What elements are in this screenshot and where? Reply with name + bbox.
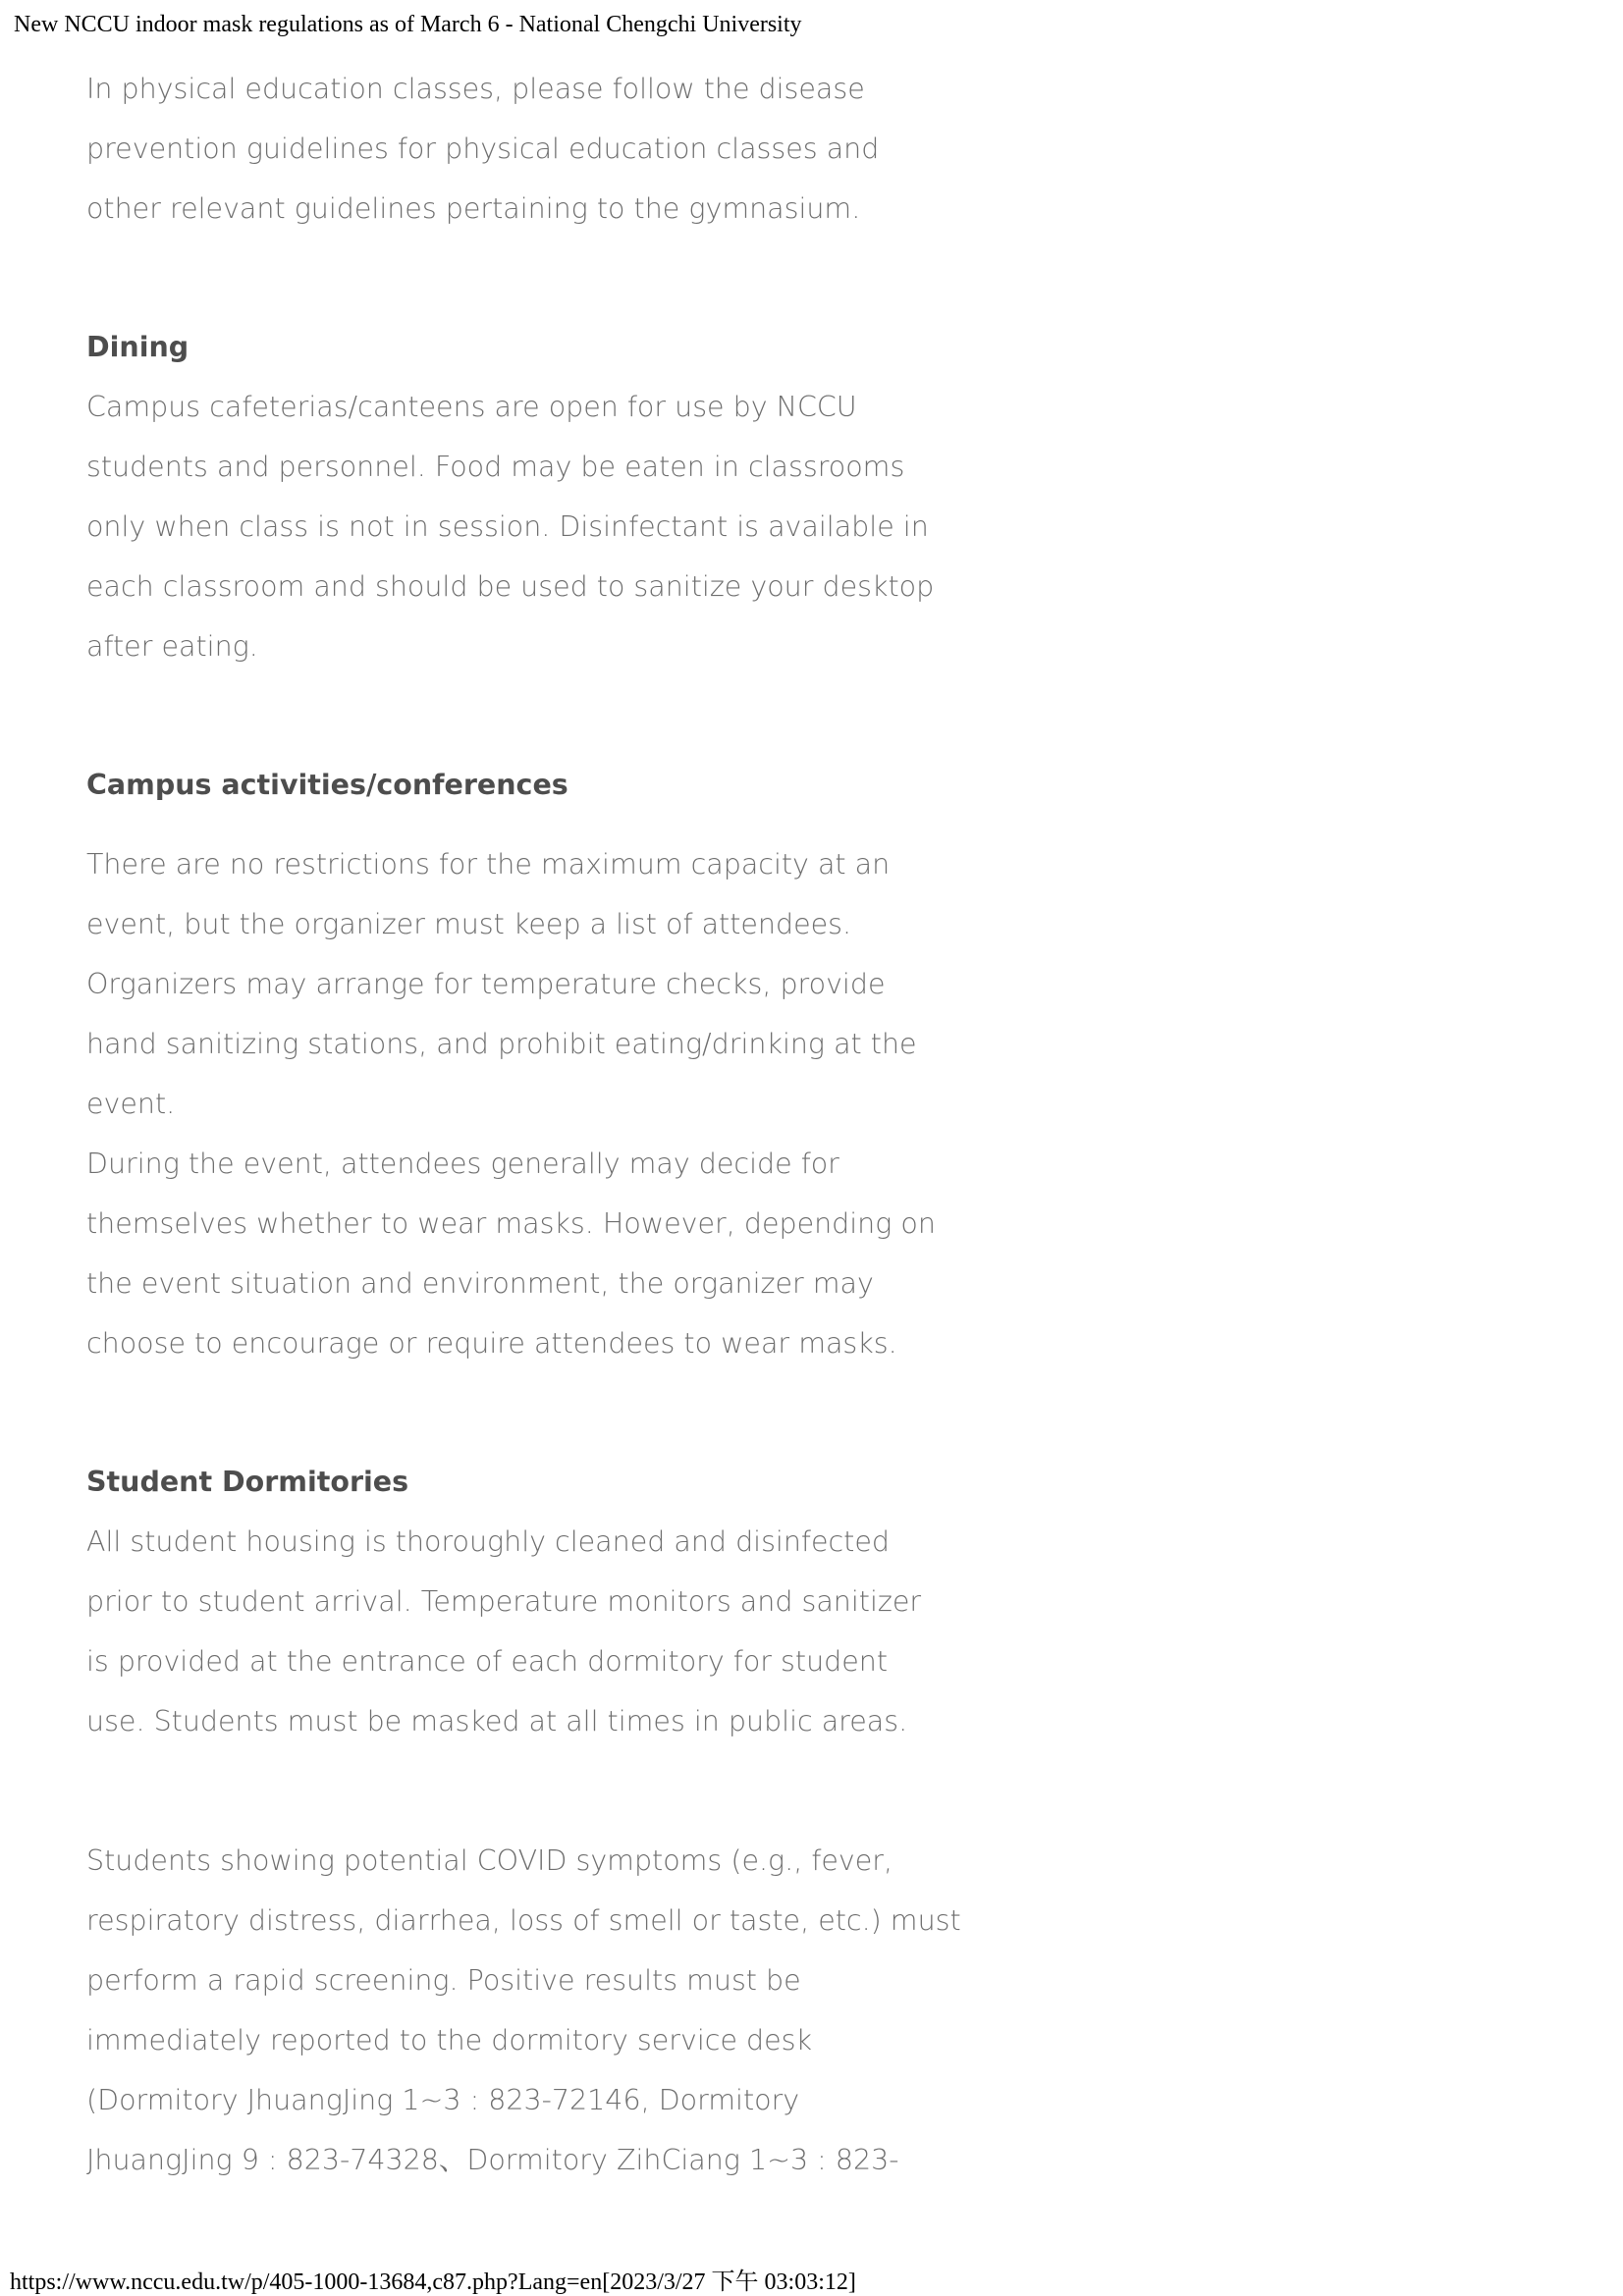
dining-line: only when class is not in session. Disinfectant is available in <box>86 510 929 543</box>
dormitories-line: respiratory distress, diarrhea, loss of smell or taste, etc.) must <box>86 1904 961 1937</box>
campus-activities-line: hand sanitizing stations, and prohibit eating/drinking at the <box>86 1028 917 1060</box>
campus-activities-heading: Campus activities/conferences <box>86 769 568 801</box>
dormitories-line: use. Students must be masked at all times in public areas. <box>86 1705 908 1737</box>
article-content <box>86 67 961 2198</box>
spacer <box>86 1381 911 1460</box>
dining-line: students and personnel. Food may be eaten in classrooms <box>86 451 905 483</box>
print-footer-url: https://www.nccu.edu.tw/p/405-1000-13684,c87.php?Lang=en[2023/3/27 下午 03:03:12] <box>10 2269 856 2295</box>
intro-line: other relevant guidelines pertaining to the gymnasium. <box>86 192 861 225</box>
dining-section <box>86 325 935 684</box>
spacer <box>86 1759 911 1839</box>
dormitories-line: immediately reported to the dormitory service desk <box>86 2024 813 2056</box>
campus-activities-line: During the event, attendees generally may decide for <box>86 1148 839 1180</box>
spacer <box>86 246 911 325</box>
dining-heading: Dining <box>86 331 189 363</box>
dormitories-line: (Dormitory JhuangJing 1~3 : 823-72146, Dormitory <box>86 2084 800 2116</box>
campus-activities-line: the event situation and environment, the organizer may <box>86 1267 874 1300</box>
campus-activities-line: event, but the organizer must keep a list of attendees. <box>86 908 852 940</box>
intro-line: In physical education classes, please follow the disease <box>86 73 865 105</box>
dining-line: after eating. <box>86 630 258 663</box>
dining-line: each classroom and should be used to sanitize your desktop <box>86 570 935 603</box>
dormitories-line: perform a rapid screening. Positive results must be <box>86 1964 801 1997</box>
dormitories-line: Students showing potential COVID symptoms (e.g., fever, <box>86 1844 893 1877</box>
intro-line: prevention guidelines for physical education classes and <box>86 133 880 165</box>
campus-activities-section <box>86 763 936 1381</box>
dormitories-line: is provided at the entrance of each dormitory for student <box>86 1645 889 1678</box>
dormitories-line: JhuangJing 9 : 823-74328、Dormitory ZihCiang 1~3 : 823- <box>86 2144 899 2176</box>
campus-activities-line: choose to encourage or require attendees to wear masks. <box>86 1327 897 1360</box>
print-header: New NCCU indoor mask regulations as of March 6 - National Chengchi University <box>14 12 802 37</box>
campus-activities-line: There are no restrictions for the maximum capacity at an <box>86 848 891 881</box>
dormitories-line: prior to student arrival. Temperature monitors and sanitizer <box>86 1585 922 1618</box>
dining-line: Campus cafeterias/canteens are open for use by NCCU <box>86 391 857 423</box>
spacer <box>86 684 911 763</box>
spacer <box>86 823 911 842</box>
campus-activities-line: event. <box>86 1088 176 1120</box>
student-dormitories-heading: Student Dormitories <box>86 1466 409 1498</box>
intro-section <box>86 67 911 246</box>
student-dormitories-section <box>86 1460 961 2198</box>
campus-activities-line: themselves whether to wear masks. However, depending on <box>86 1207 936 1240</box>
dormitories-line: All student housing is thoroughly cleaned and disinfected <box>86 1525 890 1558</box>
campus-activities-line: Organizers may arrange for temperature checks, provide <box>86 968 886 1000</box>
